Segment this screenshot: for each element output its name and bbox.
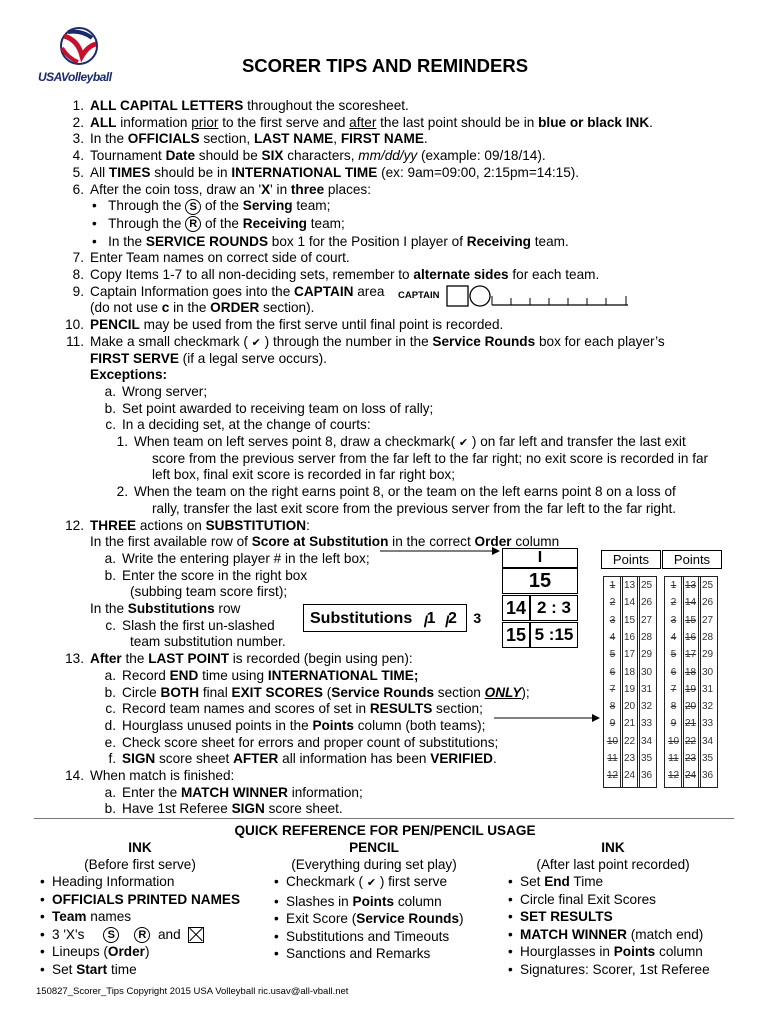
col-head: PENCIL bbox=[349, 840, 399, 855]
point-cell: 7 bbox=[609, 683, 616, 695]
sub-step: a. Enter the MATCH WINNER information; bbox=[104, 784, 363, 800]
point-cell: 10 bbox=[667, 735, 680, 747]
point-cell: 3 bbox=[609, 614, 616, 626]
point-cell: 31 bbox=[640, 683, 653, 695]
point-cell: 24 bbox=[684, 770, 697, 782]
sub-row2-player: 15 bbox=[502, 622, 530, 648]
tip-sub-bullet: • In the SERVICE ROUNDS box 1 for the Position I player of Receiving team. bbox=[92, 233, 569, 249]
deciding-item: 1. When team on left serves point 8, draw a checkmark( ✔ ) on far left and transfer the last exit bbox=[116, 434, 686, 449]
quick-ref-item: • MATCH WINNER (match end) bbox=[508, 926, 738, 944]
sub-step: b. Enter the score in the right box bbox=[104, 567, 308, 583]
point-cell: 17 bbox=[684, 649, 697, 661]
quick-ref-item: • Sanctions and Remarks bbox=[274, 945, 514, 963]
tip-continuation: In the Substitutions row bbox=[90, 601, 241, 616]
col-sub: (Before first serve) bbox=[84, 857, 196, 872]
point-cell: 28 bbox=[701, 631, 714, 643]
point-cell: 8 bbox=[670, 701, 677, 713]
point-cell: 8 bbox=[609, 701, 616, 713]
quick-ref-item: • Team names bbox=[40, 908, 260, 926]
quick-ref-item: • Signatures: Scorer, 1st Referee bbox=[508, 961, 738, 979]
point-cell: 23 bbox=[684, 753, 697, 764]
col-items bbox=[274, 873, 514, 963]
tip-item: 6. After the coin toss, draw an 'X' in three places: bbox=[72, 181, 372, 197]
point-cell: 3 bbox=[670, 614, 677, 626]
point-cell: 22 bbox=[684, 735, 697, 747]
sub-step: b. Have 1st Referee SIGN score sheet. bbox=[104, 801, 343, 817]
point-cell: 17 bbox=[623, 649, 636, 661]
quick-ref-pencil bbox=[274, 839, 514, 963]
tip-continuation: (do not use c in the ORDER section). bbox=[90, 300, 315, 316]
point-cell: 19 bbox=[684, 683, 697, 695]
sub-row1-score: 2 : 3 bbox=[530, 595, 578, 621]
quick-ref-item: • Substitutions and Timeouts bbox=[274, 928, 514, 946]
sub-row1-player: 14 bbox=[502, 595, 530, 621]
col-items bbox=[40, 873, 260, 978]
point-cell: 25 bbox=[701, 580, 714, 591]
substitutions-row-graphic bbox=[303, 604, 482, 632]
tip-item: 7. Enter Team names on correct side of court. bbox=[72, 250, 350, 266]
sub-step: b. Circle BOTH final EXIT SCORES (Service Rounds section ONLY); bbox=[104, 684, 530, 700]
point-cell: 12 bbox=[606, 770, 619, 782]
point-cell: 19 bbox=[623, 683, 636, 695]
logo-wordmark: USAVolleyball bbox=[38, 70, 112, 84]
tip-item: 1. ALL CAPITAL LETTERS throughout the scoresheet. bbox=[72, 98, 409, 113]
quick-ref-title: QUICK REFERENCE FOR PEN/PENCIL USAGE bbox=[234, 823, 536, 838]
point-cell: 7 bbox=[670, 683, 677, 695]
captain-graphic-label: CAPTAIN bbox=[398, 290, 440, 301]
point-cell: 27 bbox=[701, 614, 714, 626]
tip-item: 13. After the LAST POINT is recorded (begin using pen): bbox=[65, 651, 413, 667]
point-cell: 16 bbox=[623, 631, 636, 643]
quick-ref-item: • Set End Time bbox=[508, 873, 738, 891]
point-cell: 13 bbox=[684, 580, 697, 591]
deciding-item: 2. When the team on the right earns point 8, or the team on the left earns point 8 on a loss of bbox=[116, 484, 676, 500]
substitution-arrow bbox=[380, 545, 500, 557]
point-cell: 36 bbox=[640, 770, 653, 782]
point-cell: 18 bbox=[623, 666, 636, 678]
tip-item: 14. When match is finished: bbox=[65, 768, 235, 783]
quick-ref-item: • Lineups (Order) bbox=[40, 943, 260, 961]
point-cell: 1 bbox=[609, 580, 616, 591]
substitutions-label: Substitutions bbox=[310, 610, 413, 627]
tip-item: 11. Make a small checkmark ( ✔ ) through the number in the Service Rounds box for each player’s bbox=[66, 333, 665, 349]
exception-item: c. In a deciding set, at the change of courts: bbox=[105, 417, 371, 433]
point-cell: 9 bbox=[670, 718, 677, 730]
tip-item: 4. Tournament Date should be SIX characters, mm/dd/yy (example: 09/18/14). bbox=[72, 148, 546, 164]
deciding-continuation: left box, final exit score is recorded in far right box; bbox=[152, 467, 455, 483]
point-cell: 5 bbox=[609, 649, 616, 661]
sub-step: a. Record END time using INTERNATIONAL TIME; bbox=[104, 667, 419, 683]
point-cell: 34 bbox=[701, 735, 714, 747]
point-cell: 16 bbox=[684, 631, 697, 643]
point-cell: 26 bbox=[701, 597, 714, 609]
page-title: SCORER TIPS AND REMINDERS bbox=[241, 55, 529, 76]
point-column-border bbox=[698, 576, 718, 788]
point-cell: 35 bbox=[640, 753, 653, 764]
sub-step-continuation: (subbing team score first); bbox=[130, 584, 288, 600]
footer: 150827_Scorer_Tips Copyright 2015 USA Volleyball ric.usav@all-vball.net bbox=[36, 986, 349, 997]
col-sub: (After last point recorded) bbox=[536, 857, 690, 872]
points-header-right: Points bbox=[662, 550, 722, 569]
tip-item: 8. Copy Items 1-7 to all non-deciding sets, remember to alternate sides for each team. bbox=[72, 267, 600, 282]
deciding-continuation: rally, transfer the last exit score from the previous server from the far left to the far right. bbox=[152, 500, 677, 516]
quick-ref-item: • OFFICIALS PRINTED NAMES bbox=[40, 891, 260, 909]
point-cell: 32 bbox=[640, 701, 653, 713]
quick-ref-item: • 3 'X's S R and bbox=[40, 926, 260, 944]
point-cell: 31 bbox=[701, 683, 714, 695]
point-cell: 15 bbox=[623, 614, 636, 626]
point-cell: 29 bbox=[701, 649, 714, 661]
point-cell: 20 bbox=[684, 701, 697, 713]
point-cell: 35 bbox=[701, 753, 714, 764]
hourglass-arrow bbox=[494, 712, 600, 724]
sub-entering-player: 15 bbox=[502, 568, 578, 594]
point-cell: 30 bbox=[701, 666, 714, 678]
slashed-sub-2: 2 / bbox=[445, 610, 457, 631]
point-cell: 33 bbox=[701, 718, 714, 730]
point-cell: 21 bbox=[623, 718, 636, 730]
col-head: INK bbox=[128, 840, 152, 855]
point-cell: 24 bbox=[623, 770, 636, 782]
point-cell: 20 bbox=[623, 701, 636, 713]
point-cell: 4 bbox=[609, 631, 616, 643]
sub-step-continuation: team substitution number. bbox=[130, 634, 286, 650]
quick-ref-item: • Exit Score (Service Rounds) bbox=[274, 910, 514, 928]
divider bbox=[34, 818, 734, 819]
point-cell: 21 bbox=[684, 718, 697, 730]
point-cell: 15 bbox=[684, 614, 697, 626]
point-cell: 36 bbox=[701, 770, 714, 782]
point-cell: 6 bbox=[670, 666, 677, 678]
tip-sub-bullet: • Through the R of the Receiving team; bbox=[92, 215, 345, 231]
point-cell: 10 bbox=[606, 735, 619, 747]
quick-ref-item: • Circle final Exit Scores bbox=[508, 891, 738, 909]
point-cell: 28 bbox=[640, 631, 653, 643]
exceptions-label: Exceptions: bbox=[90, 367, 168, 383]
sub-order-roman: I bbox=[502, 548, 578, 568]
quick-ref-ink-before bbox=[40, 839, 260, 978]
tip-continuation: In the first available row of Score at Substitution in the correct Order column bbox=[90, 534, 560, 550]
tip-item: 3. In the OFFICIALS section, LAST NAME, FIRST NAME. bbox=[72, 131, 428, 147]
exception-item: a. Wrong server; bbox=[104, 383, 208, 399]
sub-row2-score: 5 :15 bbox=[530, 622, 578, 648]
col-head: INK bbox=[601, 840, 625, 855]
point-cell: 11 bbox=[668, 753, 679, 764]
point-cell: 14 bbox=[684, 597, 697, 609]
point-cell: 22 bbox=[623, 735, 636, 747]
sub-step: c. Slash the first un-slashed bbox=[105, 617, 275, 633]
point-cell: 32 bbox=[701, 701, 714, 713]
tip-sub-bullet: • Through the S of the Serving team; bbox=[92, 198, 331, 214]
captain-box-graphic bbox=[446, 284, 630, 308]
point-cell: 9 bbox=[609, 718, 616, 730]
unslashed-sub-3: 3 bbox=[473, 610, 482, 626]
point-cell: 2 bbox=[670, 597, 677, 609]
col-items bbox=[508, 873, 738, 978]
exception-item: b. Set point awarded to receiving team on loss of rally; bbox=[104, 400, 434, 416]
tip-continuation: FIRST SERVE (if a legal serve occurs). bbox=[90, 350, 327, 366]
point-cell: 29 bbox=[640, 649, 653, 661]
col-sub: (Everything during set play) bbox=[291, 857, 457, 872]
quick-ref-item: • SET RESULTS bbox=[508, 908, 738, 926]
point-cell: 25 bbox=[640, 580, 653, 591]
point-cell: 4 bbox=[670, 631, 677, 643]
point-cell: 1 bbox=[670, 580, 677, 591]
sub-step: a. Write the entering player # in the left box; bbox=[104, 550, 370, 566]
slashed-sub-1: 1 / bbox=[423, 610, 436, 631]
point-cell: 34 bbox=[640, 735, 653, 747]
point-column-border bbox=[637, 576, 657, 788]
point-cell: 26 bbox=[640, 597, 653, 609]
tip-item: 9. Captain Information goes into the CAPTAIN area bbox=[72, 283, 385, 299]
tip-item: 5. All TIMES should be in INTERNATIONAL TIME (ex: 9am=09:00, 2:15pm=14:15). bbox=[72, 164, 580, 180]
point-cell: 33 bbox=[640, 718, 653, 730]
deciding-continuation: score from the previous server from the far left to the far right; no exit score is recorded in far bbox=[152, 450, 709, 466]
quick-ref-ink-after bbox=[508, 839, 738, 978]
point-cell: 18 bbox=[684, 666, 697, 678]
tip-item: 10. PENCIL may be used from the first serve until final point is recorded. bbox=[65, 317, 504, 333]
tip-item: 12. THREE actions on SUBSTITUTION: bbox=[65, 517, 310, 533]
point-cell: 11 bbox=[607, 753, 618, 764]
quick-ref-item: • Hourglasses in Points column bbox=[508, 943, 738, 961]
sub-step: c. Record team names and scores of set in RESULTS section; bbox=[105, 701, 483, 717]
point-cell: 27 bbox=[640, 614, 653, 626]
tip-item: 2. ALL information prior to the first serve and after the last point should be in blue or black INK. bbox=[72, 114, 653, 130]
quick-ref-item: • Heading Information bbox=[40, 873, 260, 891]
sub-step: e. Check score sheet for errors and proper count of substitutions; bbox=[104, 734, 499, 750]
point-cell: 23 bbox=[623, 753, 636, 764]
sub-step: f. SIGN score sheet AFTER all information has been VERIFIED. bbox=[108, 751, 497, 767]
point-cell: 2 bbox=[609, 597, 616, 609]
point-cell: 5 bbox=[670, 649, 677, 661]
quick-ref-item: • Slashes in Points column bbox=[274, 893, 514, 911]
point-cell: 6 bbox=[609, 666, 616, 678]
point-cell: 30 bbox=[640, 666, 653, 678]
quick-ref-item: • Checkmark ( ✔ ) first serve bbox=[274, 873, 514, 893]
quick-ref-item: • Set Start time bbox=[40, 961, 260, 979]
point-cell: 13 bbox=[623, 580, 636, 591]
points-header-left: Points bbox=[601, 550, 661, 569]
sub-step: d. Hourglass unused points in the Points column (both teams); bbox=[104, 717, 486, 733]
point-cell: 12 bbox=[667, 770, 680, 782]
point-cell: 14 bbox=[623, 597, 636, 609]
